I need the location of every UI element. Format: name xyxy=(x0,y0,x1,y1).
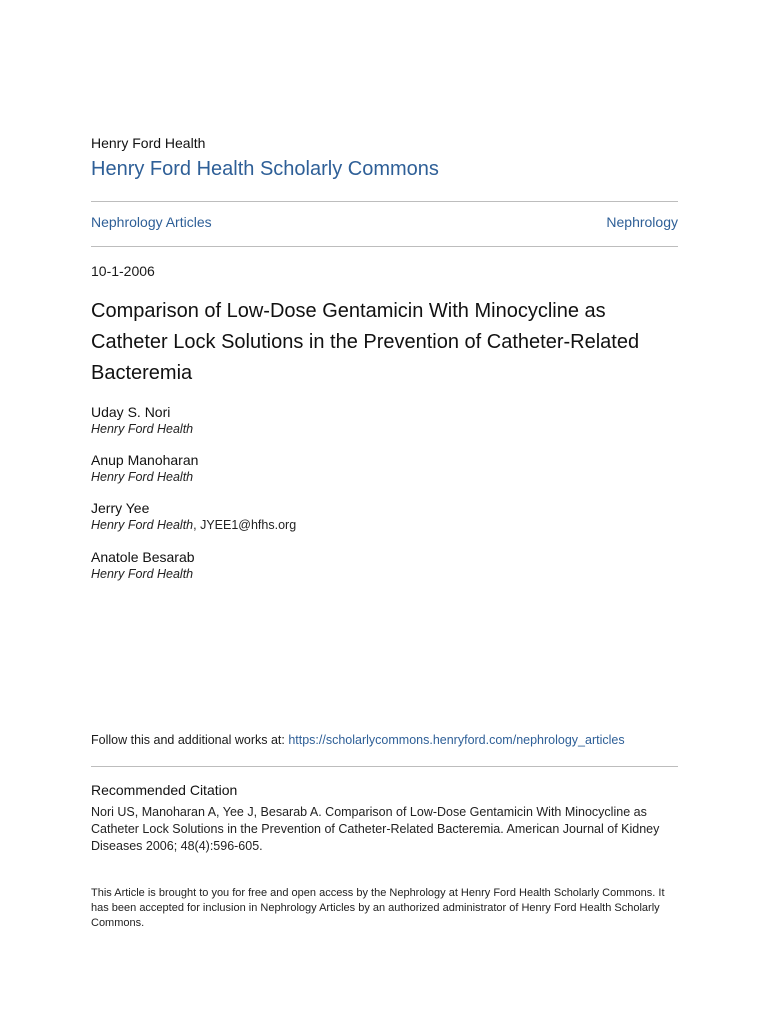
author-entry xyxy=(91,452,678,486)
divider-top xyxy=(91,201,678,202)
institution-name: Henry Ford Health xyxy=(91,135,206,151)
author-name: Anatole Besarab xyxy=(91,549,195,565)
divider-citation xyxy=(91,766,678,767)
repository-link[interactable]: Henry Ford Health Scholarly Commons xyxy=(91,158,439,180)
author-email: , JYEE1@hfhs.org xyxy=(193,518,297,532)
author-affiliation: Henry Ford Health, JYEE1@hfhs.org xyxy=(91,518,297,532)
author-entry xyxy=(91,549,678,583)
author-affiliation: Henry Ford Health xyxy=(91,470,194,484)
author-entry xyxy=(91,404,678,438)
collection-url-link[interactable]: https://scholarlycommons.henryford.com/nephrology_articles xyxy=(288,733,625,747)
article-title: Comparison of Low-Dose Gentamicin With Minocycline as Catheter Lock Solutions in the Prevention of Catheter-Related Bacteremia xyxy=(91,300,640,384)
divider-bottom xyxy=(91,246,678,247)
author-name: Uday S. Nori xyxy=(91,404,171,420)
access-notice: This Article is brought to you for free and open access by the Nephrology at Henry Ford Health Scholarly Commons. It has been accepted for inclusion in Nephrology Articles by an authorized administrator of Henry Ford Health Scholarly Commons. xyxy=(91,887,665,929)
follow-line xyxy=(91,733,625,747)
author-name: Anup Manoharan xyxy=(91,452,199,468)
publication-date: 10-1-2006 xyxy=(91,263,155,279)
collection-link[interactable]: Nephrology Articles xyxy=(91,214,212,230)
author-affiliation: Henry Ford Health xyxy=(91,422,194,436)
discipline-link[interactable]: Nephrology xyxy=(606,214,678,230)
follow-prefix: Follow this and additional works at: xyxy=(91,733,289,747)
citation-heading: Recommended Citation xyxy=(91,782,238,798)
author-name: Jerry Yee xyxy=(91,500,150,516)
author-entry xyxy=(91,500,678,534)
citation-text: Nori US, Manoharan A, Yee J, Besarab A. Comparison of Low-Dose Gentamicin With Minocycline as Catheter Lock Solutions in the Prevention of Catheter-Related Bacteremia. American Journal of Kidney Diseases 2006; 48(4):596-605. xyxy=(91,805,660,853)
author-affiliation: Henry Ford Health xyxy=(91,567,194,581)
